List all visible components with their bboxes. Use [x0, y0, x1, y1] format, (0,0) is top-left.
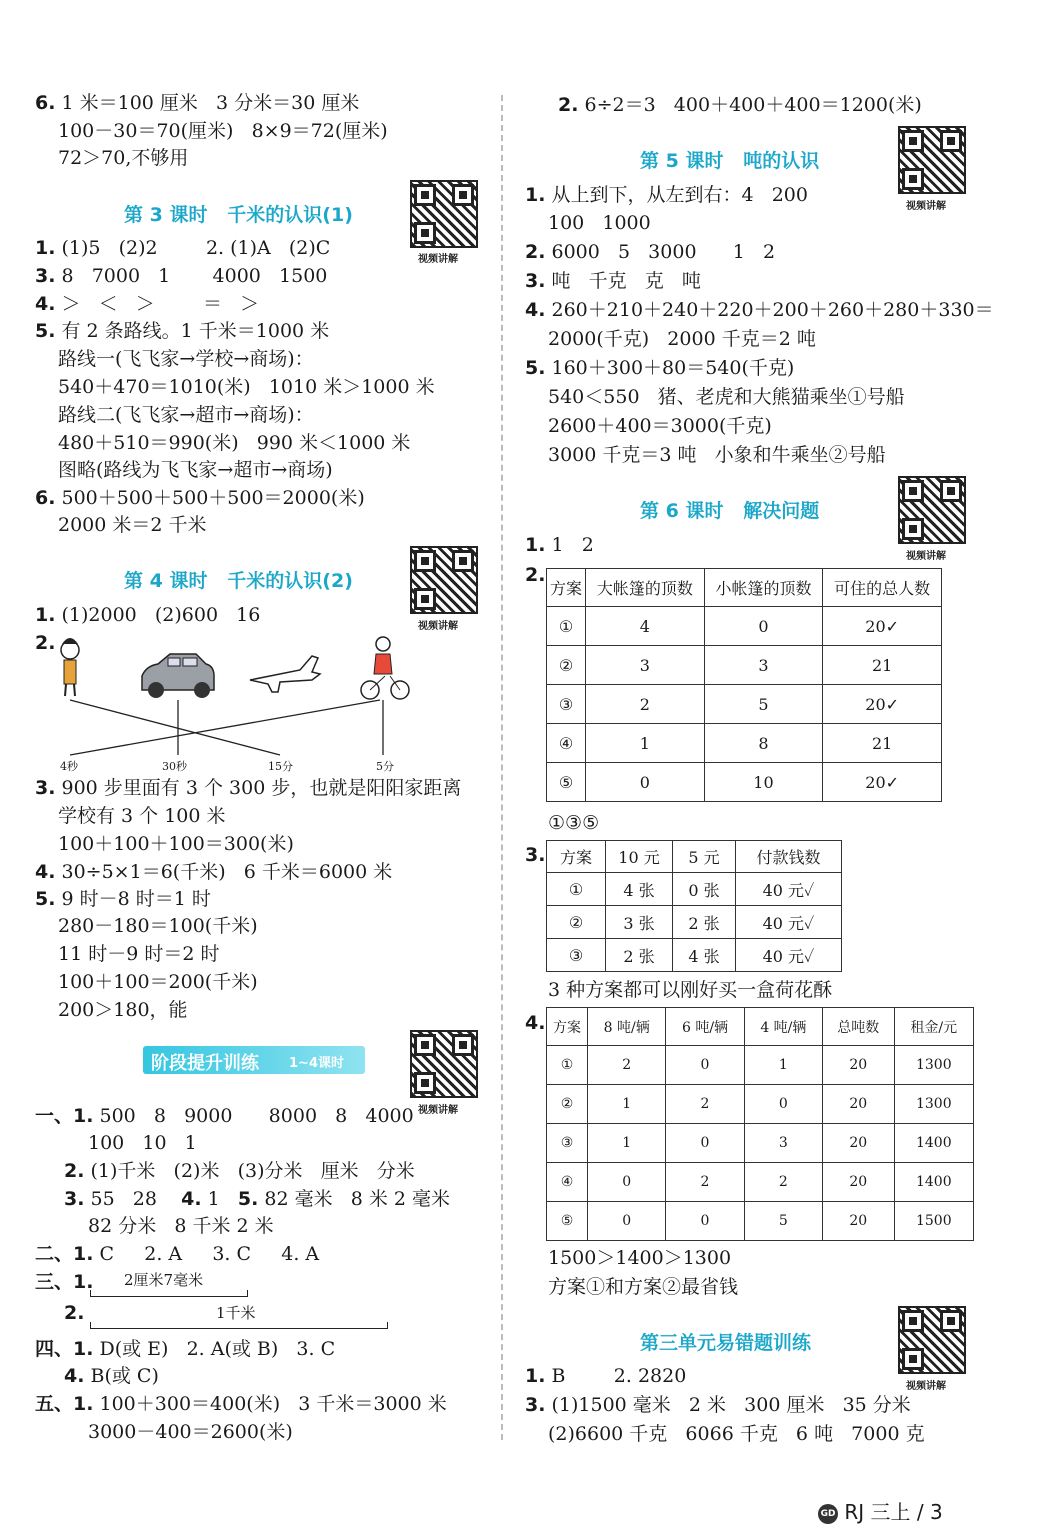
p4-b: 4. B(或 C): [64, 1365, 159, 1387]
s4-q5-c: 11 时－9 时＝2 时: [58, 943, 220, 965]
table-header: 8 吨/辆: [588, 1008, 666, 1046]
table-cell: ①: [547, 873, 606, 906]
table-cell: 0: [666, 1046, 744, 1085]
p1-q3-5: 3. 55 28 4. 1 5. 82 毫米 8 米 2 毫米: [64, 1188, 451, 1210]
segment-1km-label: 1千米: [216, 1304, 256, 1322]
table-cell: 8: [704, 724, 823, 763]
s3-q4: 4. ＞ ＜ ＞ ＝ ＞: [35, 293, 260, 315]
p3-q1-label: 三、1.: [35, 1271, 94, 1293]
s5-q1-b: 100 1000: [548, 212, 651, 234]
table-cell: 21: [823, 724, 942, 763]
left-q6-line3: 72＞70,不够用: [58, 147, 189, 169]
tent-plan-table: [546, 568, 942, 802]
table-cell: 3: [704, 646, 823, 685]
p4-a: 四、1. D(或 E) 2. A(或 B) 3. C: [35, 1338, 336, 1360]
segment-2cm7mm: [90, 1290, 248, 1297]
table-cell: 0: [588, 1163, 666, 1202]
table-header: 5 元: [673, 841, 736, 873]
table-cell: 4 张: [606, 873, 673, 906]
table-cell: 1500: [894, 1202, 973, 1241]
table-header: 可住的总人数: [823, 569, 942, 607]
matching-diagram: [50, 630, 420, 770]
s4-q4: 4. 30÷5×1＝6(千米) 6 千米＝6000 米: [35, 861, 393, 883]
p5-a: 五、1. 100＋300＝400(米) 3 千米＝3000 米: [35, 1393, 447, 1415]
table-cell: 20: [823, 1046, 895, 1085]
table-cell: 2 张: [606, 939, 673, 972]
table-cell: 0: [666, 1202, 744, 1241]
qr-caption: 视频讲解: [418, 1105, 458, 1116]
table-header: 方案: [547, 569, 586, 607]
table-cell: 5: [704, 685, 823, 724]
s4-q3-c: 100＋100＋100＝300(米): [58, 833, 294, 855]
truck-rental-table: [546, 1007, 974, 1241]
diagram-label-30s: 30秒: [162, 760, 187, 773]
table-header: 方案: [547, 1008, 588, 1046]
s4-q3-b: 学校有 3 个 100 米: [58, 805, 226, 827]
s6-q4-answer-a: 1500＞1400＞1300: [548, 1247, 732, 1269]
p1-q1-b: 100 10 1: [88, 1132, 197, 1154]
s6-q2-number: 2.: [525, 564, 546, 586]
stage-training-banner: [143, 1046, 365, 1074]
s5-q5-b: 540＜550 猪、老虎和大熊猫乘坐①号船: [548, 386, 905, 408]
section-title-lesson4: 第 4 课时 千米的认识(2): [124, 570, 353, 592]
table-cell: 2: [744, 1163, 822, 1202]
section-title-lesson5: 第 5 课时 吨的认识: [640, 150, 820, 172]
table-row: [547, 646, 942, 685]
section-title-errors: 第三单元易错题训练: [640, 1332, 812, 1354]
table-cell: 20✓: [823, 607, 942, 646]
table-header: 方案: [547, 841, 606, 873]
table-cell: 2: [588, 1046, 666, 1085]
page-footer: [818, 1496, 943, 1525]
table-cell: 0: [586, 763, 705, 802]
p1-q5-b: 82 分米 8 千米 2 米: [88, 1215, 274, 1237]
p1-q2: 2. (1)千米 (2)米 (3)分米 厘米 分米: [64, 1160, 415, 1182]
table-header: 大帐篷的顶数: [586, 569, 705, 607]
airplane-icon: [250, 656, 320, 692]
table-cell: 20✓: [823, 685, 942, 724]
qr-code-icon[interactable]: [898, 126, 966, 194]
table-cell: ③: [547, 939, 606, 972]
s5-q4-a: 4. 260＋210＋240＋220＋200＋260＋280＋330＝: [525, 299, 994, 321]
table-row: [547, 1202, 974, 1241]
s5-q5-d: 3000 千克＝3 吨 小象和牛乘坐②号船: [548, 444, 886, 466]
segment-1km: [90, 1322, 388, 1329]
s3-q6-a: 6. 500＋500＋500＋500＝2000(米): [35, 487, 365, 509]
qr-code-icon[interactable]: [410, 1030, 478, 1098]
child-icon: [61, 638, 79, 696]
table-cell: 0: [704, 607, 823, 646]
qr-code-icon[interactable]: [410, 546, 478, 614]
s5-q1-a: 1. 从上到下，从左到右：4 200: [525, 184, 808, 206]
p1-q1-a: 一、1. 500 8 9000 8000 8 4000: [35, 1105, 414, 1127]
table-cell: 40 元✓: [736, 906, 842, 939]
table-cell: ②: [547, 1085, 588, 1124]
section-title-lesson6: 第 6 课时 解决问题: [640, 500, 820, 522]
gd-badge-icon: GD: [818, 1504, 838, 1524]
s4-q2-number: 2.: [35, 632, 56, 654]
table-cell: ②: [547, 906, 606, 939]
table-cell: 40 元✓: [736, 939, 842, 972]
table-cell: 40 元✓: [736, 873, 842, 906]
s4-q5-b: 280－180＝100(千米): [58, 915, 258, 937]
qr-caption: 视频讲解: [906, 1381, 946, 1392]
table-cell: 3: [586, 646, 705, 685]
table-cell: ⑤: [547, 1202, 588, 1241]
table-cell: 3 张: [606, 906, 673, 939]
s6-q4-number: 4.: [525, 1012, 546, 1034]
p3-q2-label: 2.: [64, 1302, 85, 1324]
qr-caption: 视频讲解: [418, 621, 458, 632]
payment-plan-table: [546, 840, 842, 972]
table-row: [547, 1163, 974, 1202]
table-cell: 21: [823, 646, 942, 685]
table-cell: ①: [547, 607, 586, 646]
column-divider: [501, 95, 503, 1440]
table-cell: 20: [823, 1202, 895, 1241]
table-cell: 20: [823, 1085, 895, 1124]
s4-q5-e: 200＞180，能: [58, 999, 188, 1021]
table-row: [547, 1046, 974, 1085]
table-cell: ②: [547, 646, 586, 685]
table-row: [547, 763, 942, 802]
s5-q5-c: 2600＋400＝3000(千克): [548, 415, 772, 437]
table-row: [547, 873, 842, 906]
table-cell: 1300: [894, 1085, 973, 1124]
footer-page-label: RJ 三上 / 3: [844, 1500, 943, 1524]
table-cell: 1: [586, 724, 705, 763]
table-cell: 1400: [894, 1124, 973, 1163]
s4-q1: 1. (1)2000 (2)600 16: [35, 604, 261, 626]
table-cell: 5: [744, 1202, 822, 1241]
s5-q5-a: 5. 160＋300＋80＝540(千克): [525, 357, 795, 379]
s3-q5-e: 480＋510＝990(米) 990 米＜1000 米: [58, 432, 411, 454]
diagram-label-15min: 15分: [268, 760, 293, 773]
banner-subtitle: 1~4课时: [289, 1056, 344, 1071]
table-row: [547, 1085, 974, 1124]
s3-q5-c: 540＋470＝1010(米) 1010 米＞1000 米: [58, 376, 435, 398]
section-title-lesson3: 第 3 课时 千米的认识(1): [124, 204, 353, 226]
s3-q3: 3. 8 7000 1 4000 1500: [35, 265, 328, 287]
table-header: 10 元: [606, 841, 673, 873]
table-cell: 1: [744, 1046, 822, 1085]
s4-q5-a: 5. 9 时－8 时＝1 时: [35, 888, 211, 910]
s6-q2-answer: ①③⑤: [548, 812, 600, 834]
s6-q3-answer: 3 种方案都可以刚好买一盒荷花酥: [548, 979, 833, 1001]
table-header: 4 吨/辆: [744, 1008, 822, 1046]
table-cell: 1400: [894, 1163, 973, 1202]
qr-caption: 视频讲解: [418, 254, 458, 265]
table-header: 总吨数: [823, 1008, 895, 1046]
table-cell: 4 张: [673, 939, 736, 972]
table-cell: 0: [588, 1202, 666, 1241]
err-q3-a: 3. (1)1500 毫米 2 米 300 厘米 35 分米: [525, 1394, 911, 1416]
table-cell: 2: [666, 1163, 744, 1202]
left-q6-line2: 100－30＝70(厘米) 8×9＝72(厘米): [58, 120, 388, 142]
s3-q5-b: 路线一(飞飞家→学校→商场)：: [58, 348, 314, 370]
table-cell: 2: [586, 685, 705, 724]
err-q1-2: 1. B 2. 2820: [525, 1365, 687, 1387]
diagram-label-4s: 4秒: [60, 760, 78, 773]
s3-q6-b: 2000 米＝2 千米: [58, 514, 207, 536]
table-row: [547, 906, 842, 939]
table-cell: 0 张: [673, 873, 736, 906]
s3-q5-d: 路线二(飞飞家→超市→商场)：: [58, 404, 314, 426]
s5-q4-b: 2000(千克) 2000 千克＝2 吨: [548, 328, 816, 350]
table-row: [547, 1124, 974, 1163]
p2: 二、1. C 2. A 3. C 4. A: [35, 1243, 320, 1265]
table-cell: 1300: [894, 1046, 973, 1085]
s6-q3-number: 3.: [525, 844, 546, 866]
table-cell: ①: [547, 1046, 588, 1085]
table-row: [547, 724, 942, 763]
car-icon: [142, 654, 214, 698]
p5-b: 3000－400＝2600(米): [88, 1421, 293, 1443]
err-q3-b: (2)6600 千克 6066 千克 6 吨 7000 克: [548, 1423, 925, 1445]
table-cell: 10: [704, 763, 823, 802]
table-cell: 20: [823, 1124, 895, 1163]
s4-q3-a: 3. 900 步里面有 3 个 300 步，也就是阳阳家距离: [35, 777, 462, 799]
s5-q3: 3. 吨 千克 克 吨: [525, 270, 701, 292]
s5-q2: 2. 6000 5 3000 1 2: [525, 241, 776, 263]
table-cell: 0: [744, 1085, 822, 1124]
table-cell: 3: [744, 1124, 822, 1163]
qr-code-icon[interactable]: [410, 180, 478, 248]
r-q2: 2. 6÷2＝3 400＋400＋400＝1200(米): [558, 94, 922, 116]
table-cell: ⑤: [547, 763, 586, 802]
qr-caption: 视频讲解: [906, 551, 946, 562]
qr-caption: 视频讲解: [906, 201, 946, 212]
table-header: 租金/元: [894, 1008, 973, 1046]
diagram-label-5min: 5分: [376, 760, 394, 773]
table-cell: 0: [666, 1124, 744, 1163]
table-row: [547, 939, 842, 972]
table-cell: ③: [547, 685, 586, 724]
table-cell: 20✓: [823, 763, 942, 802]
table-header: 付款钱数: [736, 841, 842, 873]
table-cell: 20: [823, 1163, 895, 1202]
cyclist-icon: [361, 637, 409, 699]
table-cell: 2: [666, 1085, 744, 1124]
qr-code-icon[interactable]: [898, 1306, 966, 1374]
qr-code-icon[interactable]: [898, 476, 966, 544]
table-row: [547, 685, 942, 724]
s3-q5-a: 5. 有 2 条路线。1 千米＝1000 米: [35, 320, 330, 342]
table-header: 6 吨/辆: [666, 1008, 744, 1046]
s4-q5-d: 100＋100＝200(千米): [58, 971, 258, 993]
table-cell: ④: [547, 724, 586, 763]
banner-title: 阶段提升训练: [151, 1053, 259, 1074]
table-cell: ③: [547, 1124, 588, 1163]
table-row: [547, 607, 942, 646]
table-cell: 1: [588, 1124, 666, 1163]
left-q6-line1: 6. 1 米＝100 厘米 3 分米＝30 厘米: [35, 92, 360, 114]
table-cell: 2 张: [673, 906, 736, 939]
table-header: 小帐篷的顶数: [704, 569, 823, 607]
table-cell: 4: [586, 607, 705, 646]
s3-q5-f: 图略(路线为飞飞家→超市→商场): [58, 459, 333, 481]
s3-q1: 1. (1)5 (2)2 2. (1)A (2)C: [35, 237, 331, 259]
segment-2cm7mm-label: 2厘米7毫米: [124, 1271, 204, 1289]
s6-q4-answer-b: 方案①和方案②最省钱: [548, 1276, 739, 1298]
table-cell: ④: [547, 1163, 588, 1202]
s6-q1: 1. 1 2: [525, 534, 594, 556]
table-cell: 1: [588, 1085, 666, 1124]
